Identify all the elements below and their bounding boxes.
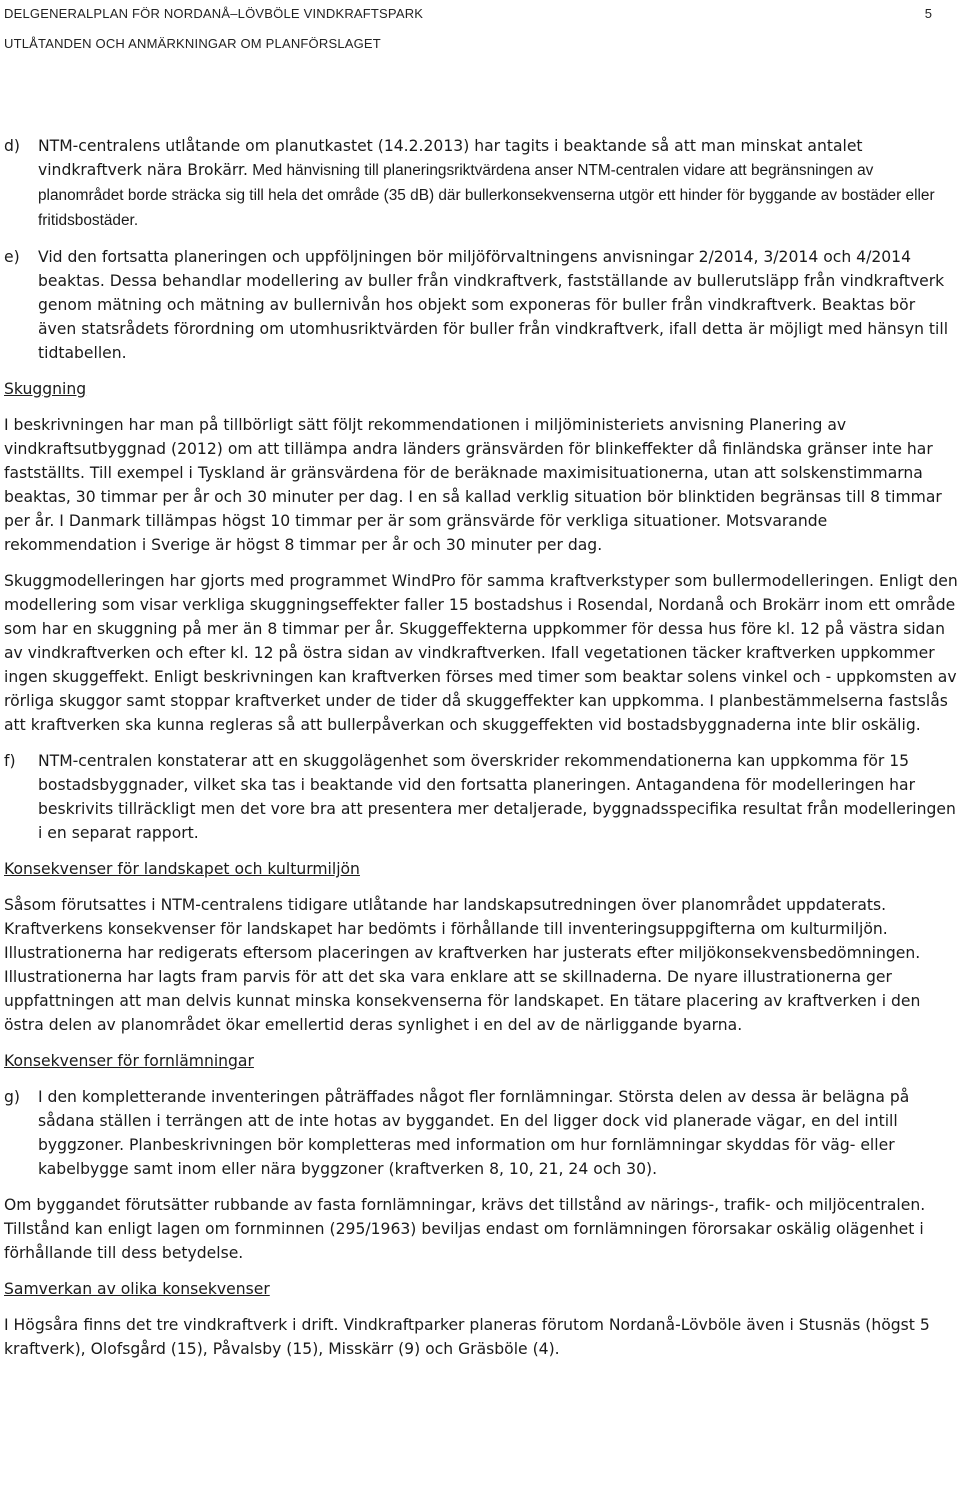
paragraph: Om byggandet förutsätter rubbande av fasta fornlämningar, krävs det tillstånd av närings-, trafik- och miljöcentralen. Tillstånd kan enligt lagen om fornminnen (295/1963) beviljas endast om fornlämningen förorsakar oskälig olägenhet i förhållande till dess betydelse.: [4, 1196, 926, 1262]
item-text-part: NTM-centralens utlåtande om planutkastet (14.2.2013) har tagits i beaktande så att man minskat antalet vindkraftverk nära Brokärr.: [38, 137, 863, 179]
item-label: d): [4, 137, 20, 155]
item-text-part: Vid den fortsatta planeringen och uppföljningen bör miljöförvaltningens anvisningar 2/2014, 3/2014 och 4/2014 beaktas.: [38, 248, 912, 290]
section-heading-skuggning: Skuggning: [4, 380, 87, 398]
section-heading-samverkan: Samverkan av olika konsekvenser: [4, 1280, 270, 1298]
item-text: [38, 245, 958, 365]
paragraph: I beskrivningen har man på tillbörligt sätt följt rekommendationen i miljöministeriets anvisning Planering av vindkraftsutbyggnad (2012) om att tillämpa andra länders gränsvärden för blinkeffekter då finländska gränser inte har fastställts. Till exempel i Tyskland är gränsvärdena för de beräknade maximisituationerna, utan att solskenstimmarna beaktas, 30 timmar per år och 30 minuter per dag. I en så kallad verklig situation bör blinktiden begränsas till 8 timmar per år. I Danmark tillämpas högst 10 timmar per är som gränsvärde för verkliga situationer. Motsvarande rekommendation i Sverige är högst 8 timmar per år och 30 minuter per dag.: [4, 416, 942, 554]
list-item-f: [4, 749, 958, 845]
page-number: 5: [924, 6, 932, 21]
section-heading-fornlamningar: Konsekvenser för fornlämningar: [4, 1052, 254, 1070]
item-label: e): [4, 248, 20, 266]
header-title: DELGENERALPLAN FÖR NORDANÅ–LÖVBÖLE VINDKRAFTSPARK: [4, 6, 424, 21]
item-text-part: Med hänvisning till planeringsriktvärdena anser NTM-centralen vidare att begränsningen av planområdet borde sträcka sig till hela det område (35 dB) där bullerkonsekvenserna utgör ett hinder för byggande av bostäder eller fritidsbostäder.: [38, 162, 935, 229]
item-label: f): [4, 752, 16, 770]
item-label: g): [4, 1088, 20, 1106]
paragraph: Skuggmodelleringen har gjorts med programmet WindPro för samma kraftverkstyper som bullermodelleringen. Enligt den modellering som visar verkliga skuggningseffekter faller 15 bostadshus i Rosendal, Nordanå och Brokärr inom ett område som har en skuggning på mer än 8 timmar per år. Skuggeffekterna uppkommer för dessa hus före kl. 12 på västra sidan av vindkraftverken och efter kl. 12 på östra sidan av vindkraftverken. Ifall vegetationen täcker kraftverken uppkommer ingen skuggeffekt. Enligt beskrivningen kan kraftverken förses med timer som beaktar solens vinkel och - uppkomsten av rörliga skuggor samt stoppar kraftverket under de tider då skuggeffekter kan uppkomma. I planbestämmelserna fastslås att kraftverken ska kunna regleras så att bullerpåverkan och skuggeffekten vid bostadsbyggnaderna inte blir oskälig.: [4, 572, 958, 734]
header-subtitle: UTLÅTANDEN OCH ANMÄRKNINGAR OM PLANFÖRSLAGET: [4, 36, 381, 51]
document-body: [4, 134, 958, 1373]
section-heading-landskap: Konsekvenser för landskapet och kulturmiljön: [4, 860, 360, 878]
list-item-g: [4, 1085, 958, 1181]
item-text-part: Dessa behandlar modellering av buller från vindkraftverk, fastställande av bullerutsläpp från vindkraftverk genom mätning och mätning av bullernivån hos objekt som exponeras för buller från vindkraftverk. Beaktas bör även statsrådets förordning om utomhusriktvärden för buller från vindkraftverk, ifall detta är möjligt med hänsyn till tidtabellen.: [38, 272, 949, 362]
item-text: NTM-centralen konstaterar att en skuggolägenhet som överskrider rekommendationerna kan uppkomma för 15 bostadsbyggnader, vilket ska tas i beaktande vid den fortsatta planeringen. Antagandena för modelleringen har beskrivits tillräckligt men det vore bra att presentera mer detaljerade, byggnadsspecifika resultat från modelleringen i en separat rapport.: [38, 752, 956, 842]
item-text: I den kompletterande inventeringen påträffades något fler fornlämningar. Största delen av dessa är belägna på sådana ställen i terrängen att de inte hotas av byggandet. En del ligger dock vid planerade vägar, en del intill byggzoner. Planbeskrivningen bör kompletteras med information om hur fornlämningar skyddas för väg- eller kabelbygge samt inom eller nära byggzoner (kraftverken 8, 10, 21, 24 och 30).: [38, 1088, 910, 1178]
paragraph: Såsom förutsattes i NTM-centralens tidigare utlåtande har landskapsutredningen över planområdet uppdaterats. Kraftverkens konsekvenser för landskapet har bedömts i förhållande till inventeringsuppgifterna om kulturmiljön. Illustrationerna har redigerats eftersom placeringen av kraftverken har justerats efter miljökonsekvensbedömningen. Illustrationerna har lagts fram parvis för att det ska vara enklare att se skillnaderna. De nyare illustrationerna ger uppfattningen att man delvis kunnat minska konsekvenserna för landskapet. En tätare placering av kraftverken i den östra delen av planområdet ökar emellertid deras synlighet i en del av de närliggande byarna.: [4, 896, 921, 1034]
list-item-e: [4, 245, 958, 365]
list-item-d: [4, 134, 958, 233]
paragraph: I Högsåra finns det tre vindkraftverk i drift. Vindkraftparker planeras förutom Nordanå-Lövböle även i Stusnäs (högst 5 kraftverk), Olofsgård (15), Påvalsby (15), Misskärr (9) och Gräsböle (4).: [4, 1316, 930, 1358]
item-text: [38, 134, 958, 233]
